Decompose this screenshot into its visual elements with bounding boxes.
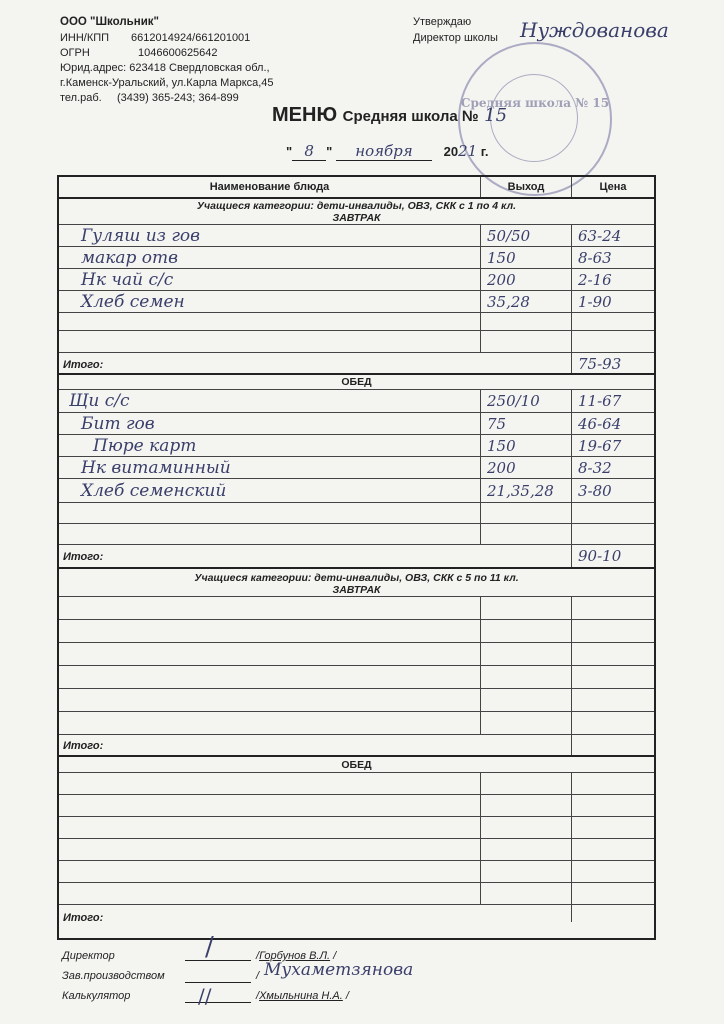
section1-category-row: [59, 199, 654, 225]
page-title: [272, 104, 507, 127]
table-row: [59, 313, 654, 331]
table-row: [59, 291, 654, 313]
header-price: Цена: [599, 181, 627, 193]
table-row: [59, 689, 654, 712]
table-row: [59, 861, 654, 883]
inn-value: 6612014924/661201001: [131, 32, 251, 44]
table-row: [59, 712, 654, 735]
ogrn-label: ОГРН: [60, 47, 90, 59]
address-line2: г.Каменск-Уральский, ул.Карла Маркса,45: [60, 77, 274, 89]
table-row: [59, 524, 654, 545]
director-sign-line: [185, 960, 251, 961]
stamp-text: Средняя школа № 15: [460, 96, 610, 110]
section2-breakfast-label: ЗАВТРАК: [332, 584, 381, 596]
total-value: 90-10: [578, 547, 622, 565]
dish-name: Нк витаминный: [81, 458, 231, 478]
header-name: Наименование блюда: [59, 177, 481, 197]
dish-name: макар отв: [81, 248, 179, 268]
ogrn-value: 1046600625642: [138, 47, 218, 59]
dish-output: 250/10: [487, 392, 540, 410]
org-name: ООО "Школьник": [60, 16, 159, 28]
date-line: " 8 " ноября 2021 г.: [286, 142, 489, 160]
dish-output: 150: [487, 437, 516, 455]
dish-name: Хлеб семен: [81, 292, 185, 312]
dish-name: Гуляш из гов: [81, 226, 201, 246]
total-label: Итого:: [63, 551, 104, 563]
dish-price: 3-80: [578, 482, 612, 500]
dish-output: 150: [487, 249, 516, 267]
inn-label: ИНН/КПП: [60, 32, 110, 44]
dish-name: Бит гов: [81, 414, 155, 434]
table-row: [59, 247, 654, 269]
calc-label: Калькулятор: [62, 990, 131, 1002]
total-row: [59, 545, 654, 569]
dish-output: 200: [487, 459, 516, 477]
date-year-end: г.: [480, 144, 489, 159]
total-label: Итого:: [63, 912, 104, 924]
dish-name: Хлеб семенский: [81, 481, 227, 501]
director-label: Директор: [62, 950, 115, 962]
table-row: [59, 435, 654, 457]
calc-name: /Хмыльнина Н.А. /: [256, 990, 349, 1002]
section1-category: Учащиеся категории: дети-инвалиды, ОВЗ, СКК с 1 по 4 кл. ЗАВТРАК: [59, 199, 654, 224]
table-row: [59, 817, 654, 839]
chef-name-slash: /: [256, 970, 260, 982]
total-row: [59, 905, 654, 922]
phone-value: (3439) 365-243; 364-899: [117, 92, 239, 104]
section2-lunch-label: ОБЕД: [341, 759, 372, 771]
dish-output: 50/50: [487, 227, 531, 245]
table-row: [59, 597, 654, 620]
calc-signature-mark: //: [198, 984, 212, 1008]
total-label: Итого:: [63, 359, 104, 371]
dish-name: Нк чай с/с: [81, 270, 174, 290]
chef-label: Зав.производством: [62, 970, 165, 982]
dish-name: Щи с/с: [69, 391, 130, 411]
chef-name: Мухаметзянова: [264, 960, 414, 980]
table-row: [59, 390, 654, 413]
title-sub: Средняя школа №: [342, 108, 479, 125]
director-signature-mark: /: [205, 932, 214, 962]
table-row: [59, 479, 654, 503]
table-row: [59, 413, 654, 435]
approve-label: Утверждаю: [413, 16, 472, 28]
lunch-header-row: [59, 375, 654, 390]
total-value: 75-93: [578, 355, 622, 373]
section2-category-row: [59, 569, 654, 597]
director-signature: Нуждованова: [520, 18, 669, 42]
table-row: [59, 839, 654, 861]
dish-price: 19-67: [578, 437, 622, 455]
phone-label: тел.раб.: [60, 92, 102, 104]
school-number: 15: [484, 105, 508, 126]
title-main: МЕНЮ: [272, 104, 338, 126]
dish-output: 21,35,28: [487, 482, 554, 500]
table-row: [59, 269, 654, 291]
table-row: [59, 331, 654, 353]
section2-category: Учащиеся категории: дети-инвалиды, ОВЗ, СКК с 5 по 11 кл. ЗАВТРАК: [59, 569, 654, 596]
dish-price: 8-63: [578, 249, 612, 267]
dish-price: 2-16: [578, 271, 612, 289]
table-row: [59, 795, 654, 817]
table-row: [59, 503, 654, 524]
calc-sign-line: [185, 1002, 251, 1003]
total-label: Итого:: [63, 740, 104, 752]
chef-sign-line: [185, 982, 251, 983]
table-row: [59, 225, 654, 247]
table-row: [59, 773, 654, 795]
total-row: [59, 735, 654, 757]
table-row: [59, 457, 654, 479]
dish-price: 11-67: [578, 392, 622, 410]
table-header-row: [59, 177, 654, 199]
director-name: /Горбунов В.Л. /: [256, 950, 337, 962]
dish-output: 35,28: [487, 293, 530, 311]
address-line1: Юрид.адрес: 623418 Свердловская обл.,: [60, 62, 270, 74]
dish-output: 200: [487, 271, 516, 289]
table-row: [59, 620, 654, 643]
date-year-prefix: 20: [443, 144, 459, 159]
dish-price: 46-64: [578, 415, 622, 433]
menu-table: [57, 175, 656, 940]
director-school-label: Директор школы: [413, 32, 498, 44]
header-output: Выход: [481, 177, 572, 197]
table-row: [59, 883, 654, 905]
dish-price: 63-24: [578, 227, 622, 245]
dish-price: 8-32: [578, 459, 612, 477]
section1-breakfast-label: ЗАВТРАК: [332, 212, 381, 224]
dish-price: 1-90: [578, 293, 612, 311]
lunch-header-row: [59, 757, 654, 773]
total-row: [59, 353, 654, 375]
table-row: [59, 643, 654, 666]
dish-output: 75: [487, 415, 507, 433]
section1-lunch-label: ОБЕД: [341, 376, 372, 388]
date-year-suffix: 21: [458, 142, 478, 160]
dish-name: Пюре карт: [93, 436, 197, 456]
date-day: 8: [292, 142, 326, 161]
table-row: [59, 666, 654, 689]
date-month: ноября: [336, 142, 432, 161]
